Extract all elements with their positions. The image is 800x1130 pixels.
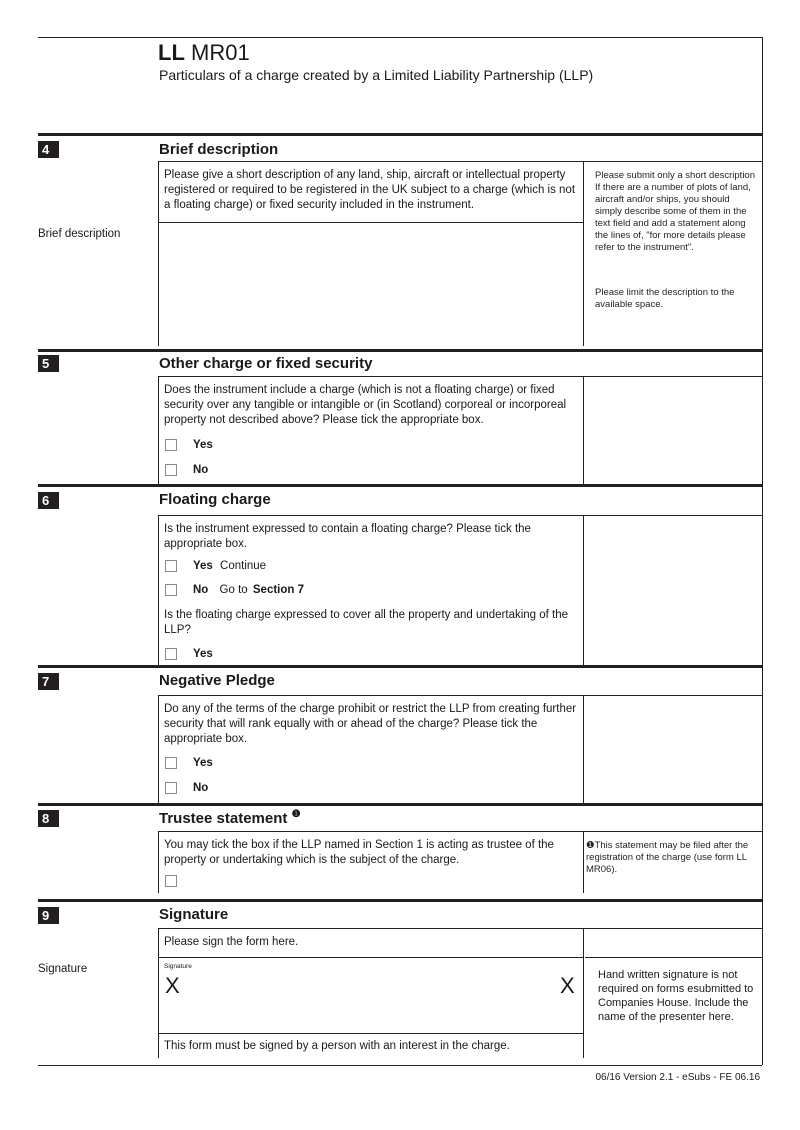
section-4-title: Brief description xyxy=(159,141,279,158)
signature-mark-left: X xyxy=(165,973,180,998)
section-7-yes-checkbox[interactable] xyxy=(165,757,177,769)
section-5-no-checkbox[interactable] xyxy=(165,464,177,476)
section-6-yes-2-option[interactable] xyxy=(165,648,213,663)
section-9-instruction: Please sign the form here. xyxy=(164,936,299,948)
section-8-title-rule xyxy=(158,831,762,832)
section-6-number: 6 xyxy=(38,492,59,509)
bottom-rule xyxy=(38,1065,762,1066)
section-4-field-rule xyxy=(158,222,583,223)
section-6-no-option[interactable] xyxy=(165,584,304,599)
section-9-number: 9 xyxy=(38,907,59,924)
section-6-no-target: Section 7 xyxy=(252,584,305,597)
section-9-rule xyxy=(38,899,762,902)
section-8-text: You may tick the box if the LLP named in Section 1 is acting as trustee of the property or undertaking which is the subject of the charge. xyxy=(164,839,554,866)
section-5-question: Does the instrument include a charge (which is not a floating charge) or fixed security over any tangible or intangible or (in Scotland) corporeal or incorporeal property not described above? Please tick the appropriate box. xyxy=(164,384,567,426)
section-4-title-rule xyxy=(158,161,762,162)
section-8-title xyxy=(159,809,301,827)
section-6-yes-label: Yes xyxy=(193,560,213,573)
brief-description-field[interactable] xyxy=(160,224,581,344)
signature-side-label: Signature xyxy=(38,963,88,975)
form-title xyxy=(158,40,250,66)
section-5-no-label: No xyxy=(193,464,209,477)
section-6-no-label: No xyxy=(193,584,209,597)
section-8-footnote-mark: ❶ xyxy=(291,809,301,820)
section-9-left-rule xyxy=(158,928,159,1058)
section-6-no-hint: Go to xyxy=(219,584,248,597)
section-9-footer-text: This form must be signed by a person with an interest in the charge. xyxy=(164,1040,510,1052)
section-7-rule xyxy=(38,665,762,668)
section-8-note xyxy=(586,840,758,876)
section-7-no-label: No xyxy=(193,782,209,795)
section-7-no-checkbox[interactable] xyxy=(165,782,177,794)
signature-bottom-rule xyxy=(158,1033,583,1034)
section-8-rule xyxy=(38,803,762,806)
section-8-note-text: This statement may be filed after the registration of the charge (use form LL MR06). xyxy=(586,840,749,875)
section-4-left-rule xyxy=(158,161,159,346)
right-rule xyxy=(762,37,763,1065)
section-7-left-rule xyxy=(158,695,159,803)
signature-mark-right: X xyxy=(560,973,575,998)
section-5-left-rule xyxy=(158,376,159,484)
section-6-rule xyxy=(38,484,762,487)
form-code: MR01 xyxy=(191,40,250,65)
section-7-yes-label: Yes xyxy=(193,757,213,770)
section-7-no-option[interactable] xyxy=(165,782,208,797)
section-7-question: Do any of the terms of the charge prohibit or restrict the LLP from creating further security that will rank equally with or ahead of the charge? Please tick the appropriate box. xyxy=(164,703,577,745)
section-5-title-rule xyxy=(158,376,762,377)
version-footer: 06/16 Version 2.1 - eSubs - FE 06.16 xyxy=(595,1072,760,1083)
section-8-left-rule xyxy=(158,831,159,893)
section-6-title-rule xyxy=(158,515,762,516)
section-5-no-option[interactable] xyxy=(165,464,208,479)
signature-top-rule xyxy=(158,957,583,958)
section-8-number: 8 xyxy=(38,810,59,827)
trustee-checkbox[interactable] xyxy=(165,875,177,887)
section-7-title: Negative Pledge xyxy=(159,672,275,689)
section-7-title-rule xyxy=(158,695,762,696)
section-5-yes-option[interactable] xyxy=(165,439,213,454)
section-6-yes-hint: Continue xyxy=(220,560,267,573)
section-4-number: 4 xyxy=(38,141,59,158)
form-subtitle: Particulars of a charge created by a Limited Liability Partnership (LLP) xyxy=(159,67,594,83)
section-6-yes-2-checkbox[interactable] xyxy=(165,648,177,660)
section-5-yes-checkbox[interactable] xyxy=(165,439,177,451)
section-6-yes-checkbox[interactable] xyxy=(165,560,177,572)
signature-field[interactable] xyxy=(160,959,581,1032)
section-6-yes-option[interactable] xyxy=(165,560,266,575)
section-6-no-checkbox[interactable] xyxy=(165,584,177,596)
section-4-note-2: Please limit the description to the available space. xyxy=(595,287,735,310)
top-rule xyxy=(38,37,762,38)
section-5-yes-label: Yes xyxy=(193,439,213,452)
section-9-title-rule xyxy=(158,928,762,929)
section-6-left-rule xyxy=(158,515,159,665)
section-8-note-mark: ❶ xyxy=(586,840,595,851)
section-9-title: Signature xyxy=(159,906,229,923)
section-5-title: Other charge or fixed security xyxy=(159,355,373,372)
section-9-note-top-rule xyxy=(585,957,762,958)
section-6-title: Floating charge xyxy=(159,491,271,508)
section-7-number: 7 xyxy=(38,673,59,690)
section-4-rule xyxy=(38,133,762,136)
section-6-question-1: Is the instrument expressed to contain a floating charge? Please tick the appropriate box. xyxy=(164,523,531,550)
section-6-yes-2-label: Yes xyxy=(193,648,213,661)
section-9-note: Hand written signature is not required on forms esubmitted to Companies House. Include the name of the presenter here. xyxy=(598,969,754,1023)
section-5-rule xyxy=(38,349,762,352)
section-5-number: 5 xyxy=(38,355,59,372)
section-8-title-text: Trustee statement xyxy=(159,810,288,827)
form-prefix: LL xyxy=(158,40,185,65)
brief-description-label: Brief description xyxy=(38,228,121,240)
section-7-yes-option[interactable] xyxy=(165,757,213,772)
section-4-note-1: Please submit only a short description If there are a number of plots of land, aircraft and/or ships, you should simply describe some of them in the text field and add a statement along the lines of, "for more details please refer to the instrument". xyxy=(595,170,755,253)
section-6-question-2: Is the floating charge expressed to cover all the property and undertaking of the LLP? xyxy=(164,609,569,636)
section-4-instruction: Please give a short description of any land, ship, aircraft or intellectual property registered or required to be registered in the UK subject to a charge (which is not a floating charge) or fixed security included in the instrument. xyxy=(164,169,576,211)
signature-box-label: Signature xyxy=(164,963,192,970)
